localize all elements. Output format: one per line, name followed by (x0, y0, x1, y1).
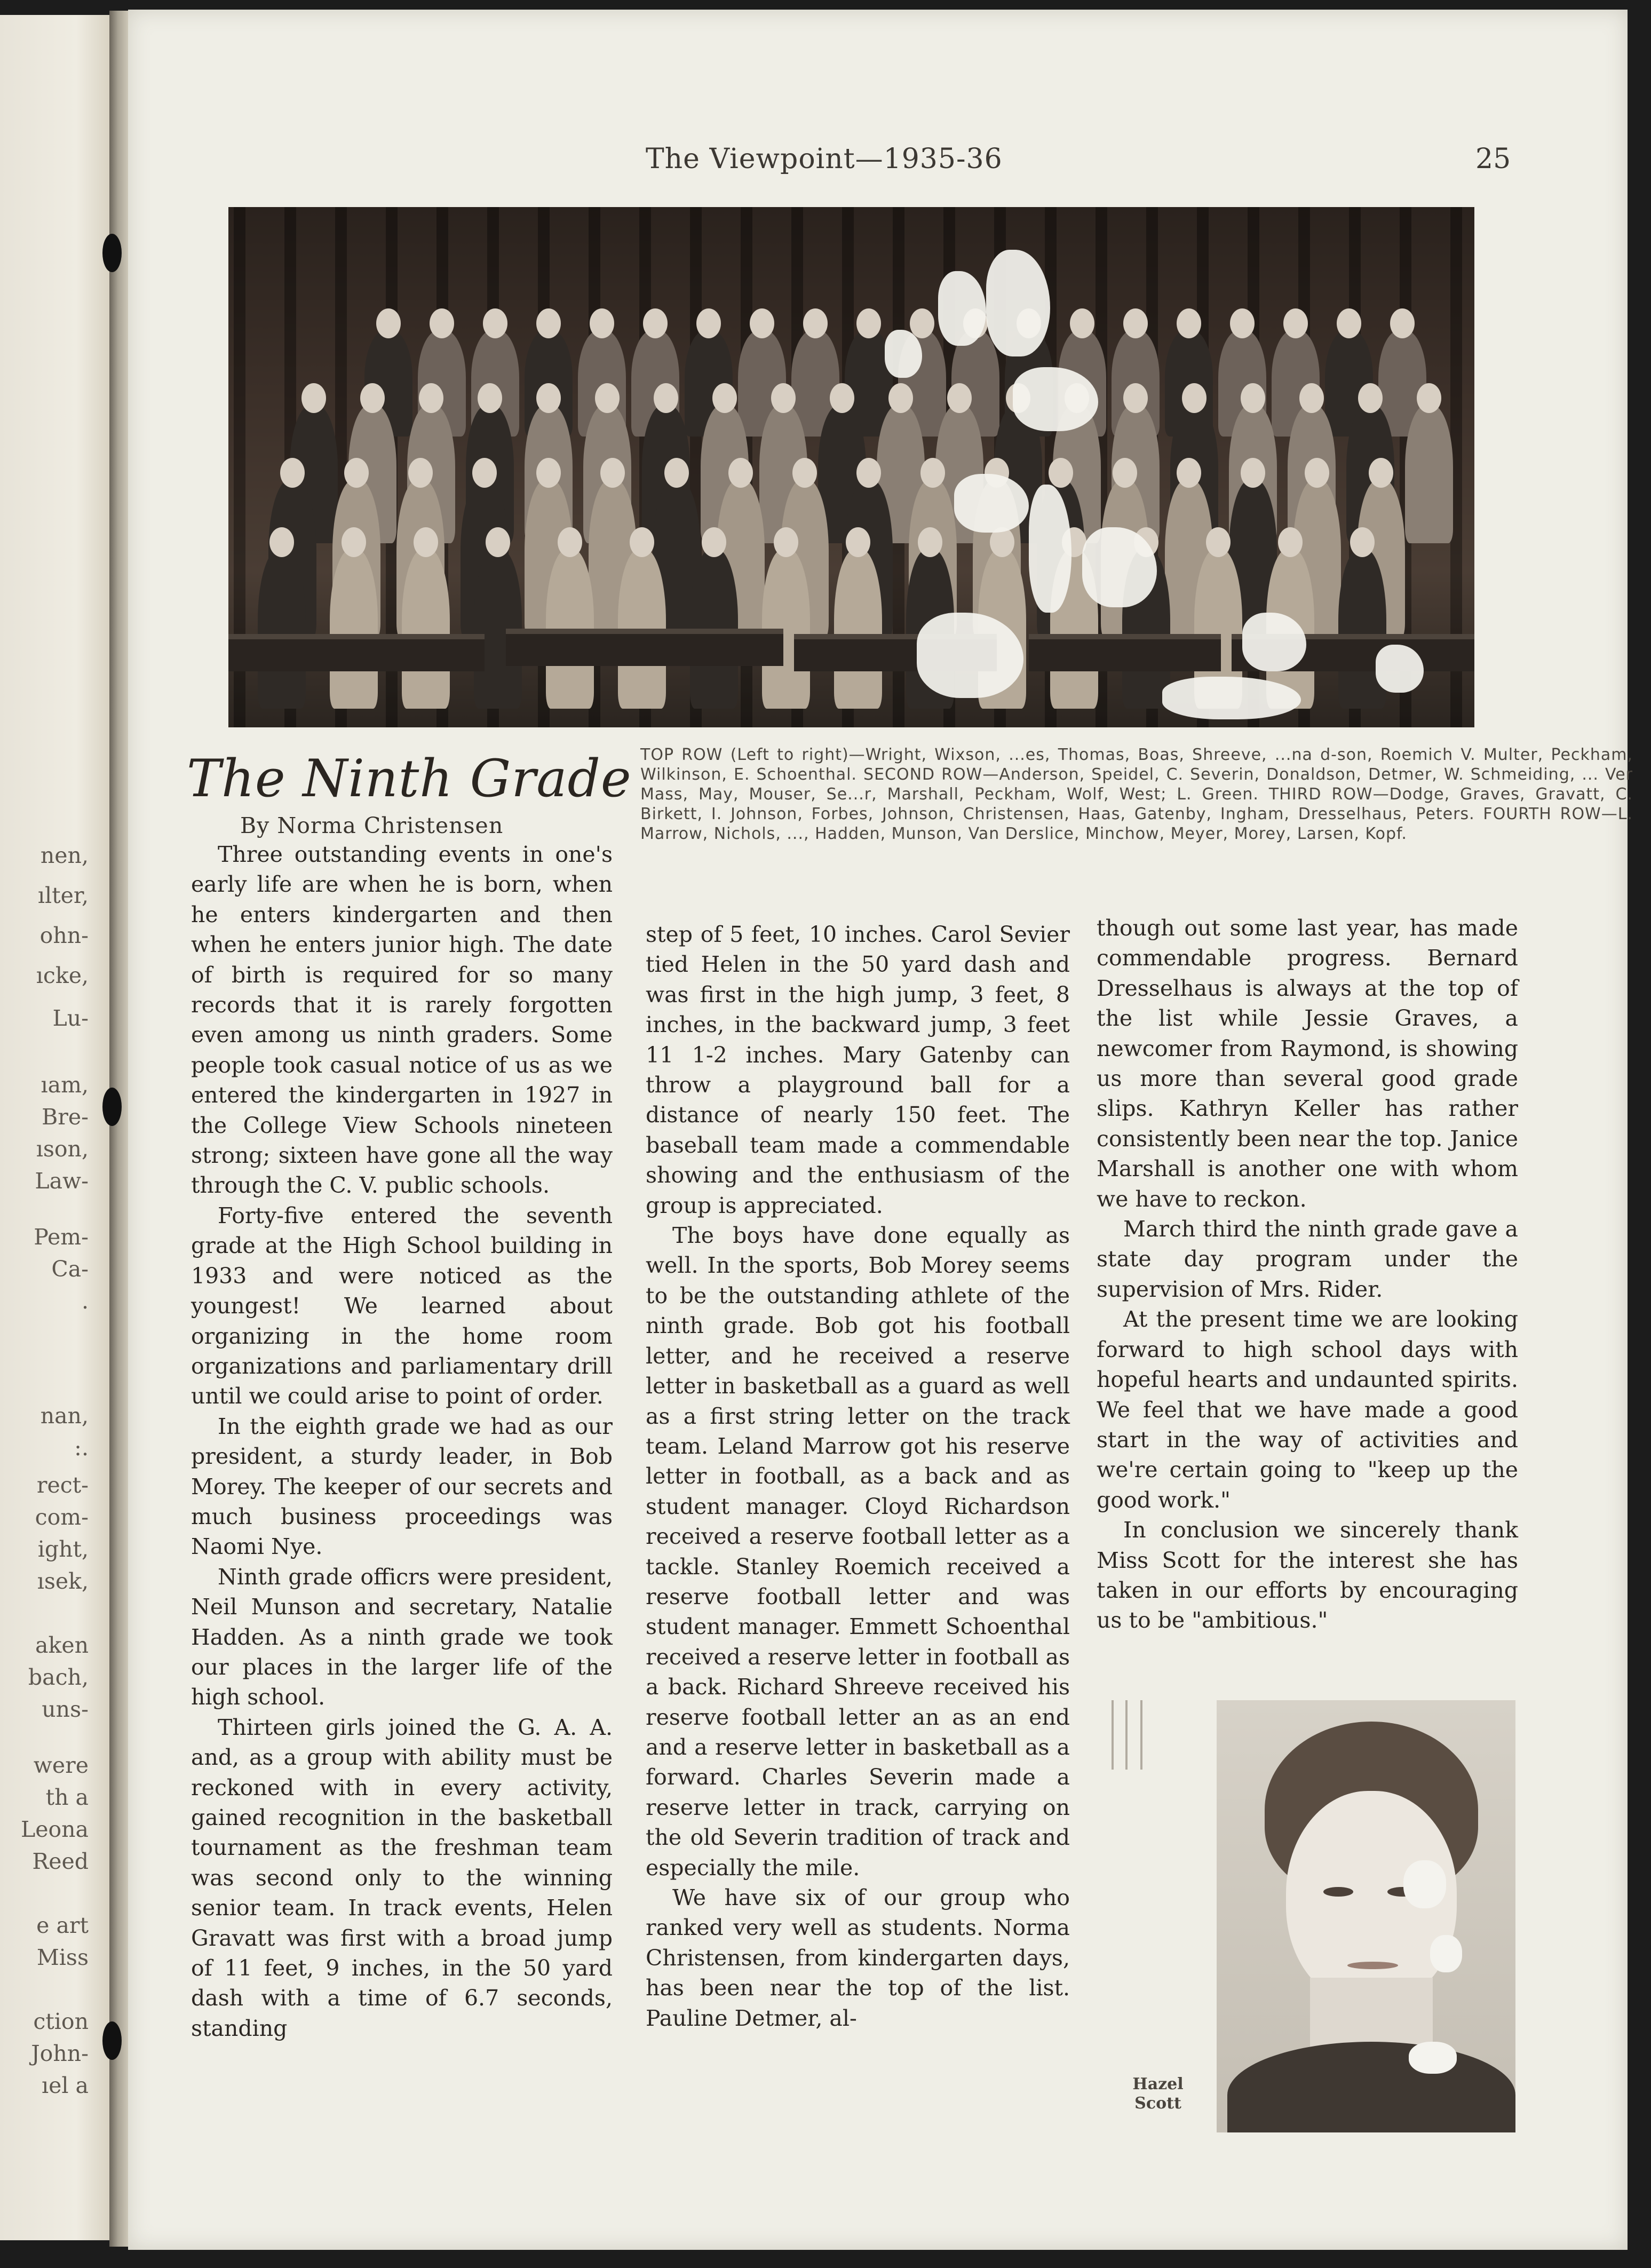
facing-page-text-fragment: ction (33, 2009, 89, 2034)
facing-page-text-fragment: were (33, 1752, 89, 1778)
portrait-caption-line: Hazel (1132, 2075, 1184, 2093)
portrait-caption-line: Scott (1134, 2094, 1181, 2113)
text-column-1 (191, 839, 613, 2043)
page-number: 25 (1475, 143, 1511, 175)
facing-page-text-fragment: Law- (35, 1168, 89, 1194)
facing-page-text-fragment: ight, (37, 1536, 89, 1562)
paragraph: In conclusion we sincerely thank Miss Scott for the interest she has taken in our efforts by encouraging us to be "ambitious." (1097, 1517, 1518, 1633)
paragraph: At the present time we are looking forward to high school days with hopeful hearts and undaunted spirits. We feel that we have made a good start in the way of activities and we're certain going to "keep up the good work." (1097, 1306, 1518, 1513)
facing-page-text-fragment: Miss (36, 1945, 89, 1970)
facing-page-text-fragment: Reed (32, 1849, 89, 1874)
paragraph: step of 5 feet, 10 inches. Carol Sevier tied Helen in the 50 yard dash and was first in the high jump, 3 feet, 8 inches, in the backward jump, 3 feet 11 1-2 inches. Mary Gatenby can throw a playground ball for a distance of nearly 150 feet. The baseball team made a commendable showing and the enthusiasm of the group is appreciated. (646, 922, 1070, 1218)
facing-page-text-fragment: . (81, 1288, 89, 1314)
facing-page-text-fragment: ıel a (42, 2073, 89, 2098)
paragraph: The boys have done equally as well. In the sports, Bob Morey seems to be the outstanding athlete of the ninth grade. Bob got his football letter, and he received a reserve letter in basketball as a guard as well as a first string letter on the track team. Leland Marrow got his reserve letter in football, as a back and as student manager. Cloyd Richardson received a reserve football letter as a tackle. Stanley Roemich received a reserve football letter and was student manager. Emmett Schoenthal received a reserve letter in football as a back. Richard Shreeve received his reserve football letter an as an end and a reserve letter in basketball as a forward. Charles Severin made a reserve letter in track, carrying on the old Severin tradition of track and especially the mile. (646, 1223, 1070, 1881)
paragraph: We have six of our group who ranked very well as students. Norma Christensen, from kindergarten days, has been near the top of the list. Pauline Detmer, al- (646, 1885, 1070, 2031)
yearbook-page (128, 10, 1633, 2250)
facing-page-text-fragment: nan, (40, 1403, 89, 1429)
facing-page-text-fragment: ısek, (37, 1568, 89, 1594)
text-column-3 (1097, 913, 1518, 1636)
facing-page-text-fragment: aken (35, 1632, 89, 1658)
paragraph: Thirteen girls joined the G. A. A. and, as a group with ability must be reckoned with in every activity, gained recognition in the basketball tournament as the freshman team was second only to the winning senior team. In track events, Helen Gravatt was first with a broad jump of 11 feet, 9 inches, in the 50 yard dash with a time of 6.7 seconds, standing (191, 1714, 613, 2041)
facing-page-text-fragment: uns- (42, 1696, 89, 1722)
facing-page-text-fragment: Ca- (51, 1256, 89, 1282)
article-byline: By Norma Christensen (240, 813, 504, 838)
binding-hole (102, 234, 122, 272)
paragraph: Ninth grade officrs were president, Neil Munson and secretary, Natalie Hadden. As a ninth grade we took our places in the larger life of the high school. (191, 1564, 613, 1710)
teacher-portrait-photo (1217, 1700, 1515, 2132)
running-head: The Viewpoint—1935-36 (646, 143, 1003, 175)
book-gutter (109, 11, 131, 2247)
facing-page-text-fragment: ıson, (36, 1136, 89, 1162)
facing-page-text-fragment: ılter, (37, 883, 89, 908)
binding-hole (102, 2021, 122, 2060)
facing-page-text-fragment: rect- (36, 1472, 89, 1498)
binding-hole (102, 1088, 122, 1126)
paragraph: Three outstanding events in one's early life are when he is born, when he enters kindergarten and then when he enters junior high. The date of birth is required for so many records that it is rarely forgotten even among us ninth graders. Some people took casual notice of us as we entered the kindergarten in 1927 in the College View Schools nineteen strong; sixteen have gone all the way through the C. V. public schools. (191, 842, 613, 1199)
facing-page-edge (0, 15, 109, 2240)
class-group-photo (228, 207, 1474, 727)
facing-page-text-fragment: Leona (20, 1817, 89, 1842)
facing-page-text-fragment: Pem- (34, 1224, 89, 1250)
paragraph: March third the ninth grade gave a state day program under the supervision of Mrs. Rider. (1097, 1216, 1518, 1302)
facing-page-text-fragment: e art (36, 1913, 89, 1938)
paragraph: Forty-five entered the seventh grade at the High School building in 1933 and were noticed as the youngest! We learned about organizing in the home room organizations and parliamentary drill until we could arise to point of order. (191, 1202, 613, 1409)
photo-caption: TOP ROW (Left to right)—Wright, Wixson, ...es, Thomas, Boas, Shreeve, ...na d-son, Roemich V. Multer, Peckham, Wilkinson, E. Schoenthal. SECOND ROW—Anderson, Speidel, C. Severin, Donaldson, Detmer, W. Schmeiding, ... Ver Mass, May, Mouser, Se...r, Marshall, Peckham, Wolf, West; L. Green. THIRD ROW—Dodge, Graves, Gravatt, C. Birkett, I. Johnson, Forbes, Johnson, Christensen, Haas, Gatenby, Ingham, Dresselhaus, Peters. FOURTH ROW—L. Marrow, Nichols, ..., Hadden, Munson, Van Derslice, Minchow, Meyer, Morey, Larsen, Kopf. (640, 746, 1633, 843)
facing-page-text-fragment: nen, (40, 843, 89, 868)
facing-page-text-fragment: ıcke, (36, 963, 89, 988)
facing-page-text-fragment: ıam, (41, 1072, 89, 1098)
photo-frame-marks (1107, 1700, 1150, 1770)
paragraph: In the eighth grade we had as our president, a sturdy leader, in Bob Morey. The keeper of our secrets and much business proceedings was Naomi Nye. (191, 1413, 613, 1560)
facing-page-text-fragment: Bre- (42, 1104, 89, 1130)
facing-page-text-fragment: bach, (28, 1664, 89, 1690)
article-title: The Ninth Grade (187, 749, 632, 808)
facing-page-text-fragment: Lu- (52, 1005, 89, 1031)
facing-page-text-fragment: :. (74, 1435, 89, 1461)
facing-page-text-fragment: com- (35, 1504, 89, 1530)
text-column-2 (646, 919, 1070, 2033)
paragraph: though out some last year, has made commendable progress. Bernard Dresselhaus is always at the top of the list while Jessie Graves, a newcomer from Raymond, is showing us more than several good grade slips. Kathryn Keller has rather consistently been near the top. Janice Marshall is another one with whom we have to reckon. (1097, 915, 1518, 1212)
facing-page-text-fragment: John- (31, 2041, 89, 2066)
portrait-caption (1121, 2075, 1195, 2113)
facing-page-text-fragment: ohn- (39, 923, 89, 948)
facing-page-text-fragment: th a (45, 1785, 89, 1810)
